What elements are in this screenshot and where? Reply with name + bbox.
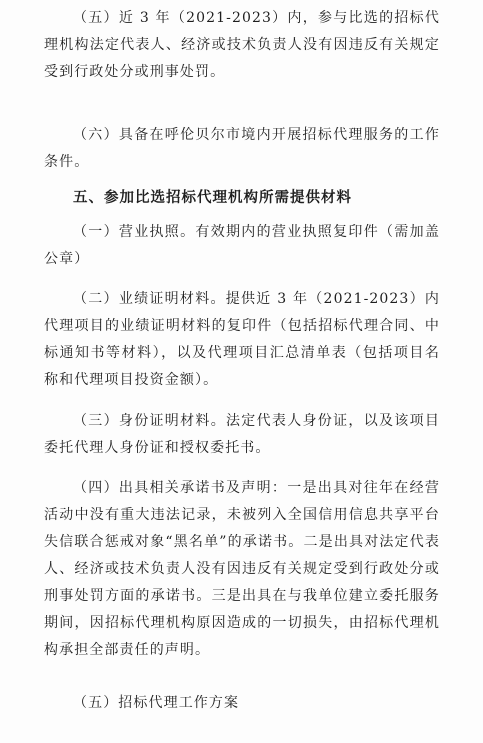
paragraph-item-5-qualification: （五）近 3 年（2021-2023）内，参与比选的招标代理机构法定代表人、经济或技术负责人没有因违反有关规定受到行政处分或刑事处罚。 — [44, 10, 440, 80]
paragraph-performance-proof: （二）业绩证明材料。提供近 3 年（2021-2023）内代理项目的业绩证明材料的复印件（包括招标代理合同、中标通知书等材料），以及代理项目汇总清单表（包括项目名称和代理项目投资金额）。 — [44, 291, 440, 388]
paragraph-identity-proof: （三）身份证明材料。法定代表人身份证，以及该项目委托代理人身份证和授权委托书。 — [44, 413, 440, 456]
paragraph-item-6-work-conditions: （六）具备在呼伦贝尔市境内开展招标代理服务的工作条件。 — [44, 127, 440, 170]
paragraph-work-plan: （五）招标代理工作方案 — [73, 695, 240, 711]
section-heading-required-materials: 五、参加比选招标代理机构所需提供材料 — [73, 190, 352, 206]
paragraph-business-license: （一）营业执照。有效期内的营业执照复印件（需加盖公章） — [44, 224, 440, 267]
paragraph-commitment-letters: （四）出具相关承诺书及声明：一是出具对往年在经营活动中没有重大违法记录，未被列入全国信用信息共享平台失信联合惩戒对象“黑名单”的承诺书。二是出具对法定代表人、经济或技术负责人没有因违反有关规定受到行政处分或刑事处罚方面的承诺书。三是出具在与我单位建立委托服务期间，因招标代理机构原因造成的一切损失，由招标代理机构承担全部责任的声明。 — [44, 480, 440, 658]
